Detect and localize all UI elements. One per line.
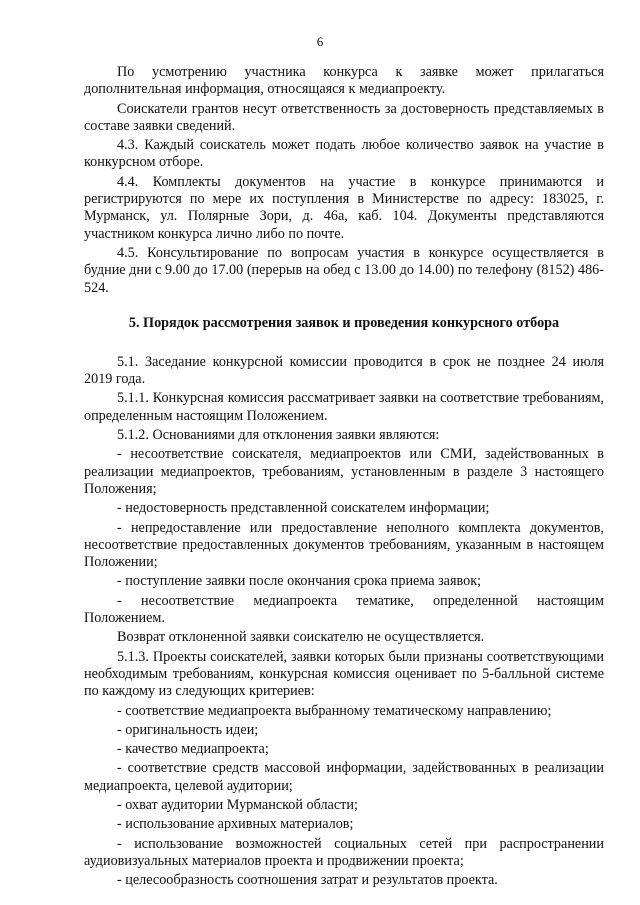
list-item: - качество медиапроекта; xyxy=(117,741,269,758)
paragraph: 5.1.2. Основаниями для отклонения заявки являются: xyxy=(117,427,440,444)
list-item: - поступление заявки после окончания срока приема заявок; xyxy=(117,573,482,590)
list-item: - целесообразность соотношения затрат и результатов проекта. xyxy=(117,872,498,889)
document-body xyxy=(84,64,604,889)
paragraph: 4.5. Консультирование по вопросам участия в конкурсе осуществляется в будние дни с 9.00 до 17.00 (перерыв на обед с 13.00 до 14.00) по телефону (8152) 486-524. xyxy=(84,244,604,296)
paragraph: 4.3. Каждый соискатель может подать любое количество заявок на участие в конкурсном отборе. xyxy=(84,137,604,171)
paragraph: 5.1.3. Проекты соискателей, заявки которых были признаны соответствующими необходимым требованиям, конкурсная комиссия оценивает по 5-балльной системе по каждому из следующих критериев: xyxy=(84,648,604,700)
paragraph: По усмотрению участника конкурса к заявке может прилагаться дополнительная информация, относящаяся к медиапроекту. xyxy=(84,64,604,98)
list-item: - охват аудитории Мурманской области; xyxy=(117,796,358,813)
list-item: - использование архивных материалов; xyxy=(117,816,354,833)
paragraph: Возврат отклоненной заявки соискателю не осуществляется. xyxy=(117,629,485,646)
list-item: - использование возможностей социальных сетей при распространении аудиовизуальных материалов проекта и продвижении проекта; xyxy=(84,835,604,869)
list-item: - непредоставление или предоставление неполного комплекта документов, несоответствие предоставленных документов требованиям, указанным в настоящем Положении; xyxy=(84,519,604,571)
paragraph: 5.1.1. Конкурсная комиссия рассматривает заявки на соответствие требованиям, определенным настоящим Положением. xyxy=(84,390,604,424)
list-item: - несоответствие медиапроекта тематике, определенной настоящим Положением. xyxy=(84,592,604,627)
list-item: - соответствие медиапроекта выбранному тематическому направлению; xyxy=(117,702,552,719)
section-heading: 5. Порядок рассмотрения заявок и проведения конкурсного отбора xyxy=(128,314,560,331)
page-number: 6 xyxy=(316,34,324,49)
paragraph: Соискатели грантов несут ответственность за достоверность представляемых в составе заявки сведений. xyxy=(84,100,604,134)
list-item: - оригинальность идеи; xyxy=(117,721,259,738)
paragraph: 5.1. Заседание конкурсной комиссии проводится в срок не позднее 24 июля 2019 года. xyxy=(84,353,604,388)
list-item: - соответствие средств массовой информации, задействованных в реализации медиапроекта, целевой аудитории; xyxy=(84,760,604,794)
paragraph: 4.4. Комплекты документов на участие в конкурсе принимаются и регистрируются по мере их поступления в Министерстве по адресу: 183025, г. Мурманск, ул. Полярные Зори, д. 46а, каб. 104. Документы представляются участником конкурса лично либо по почте. xyxy=(84,173,604,242)
list-item: - недостоверность представленной соискателем информации; xyxy=(117,500,490,517)
list-item: - несоответствие соискателя, медиапроектов или СМИ, задействованных в реализации медиапроектов, требованиям, установленным в разделе 3 настоящего Положения; xyxy=(84,446,604,497)
